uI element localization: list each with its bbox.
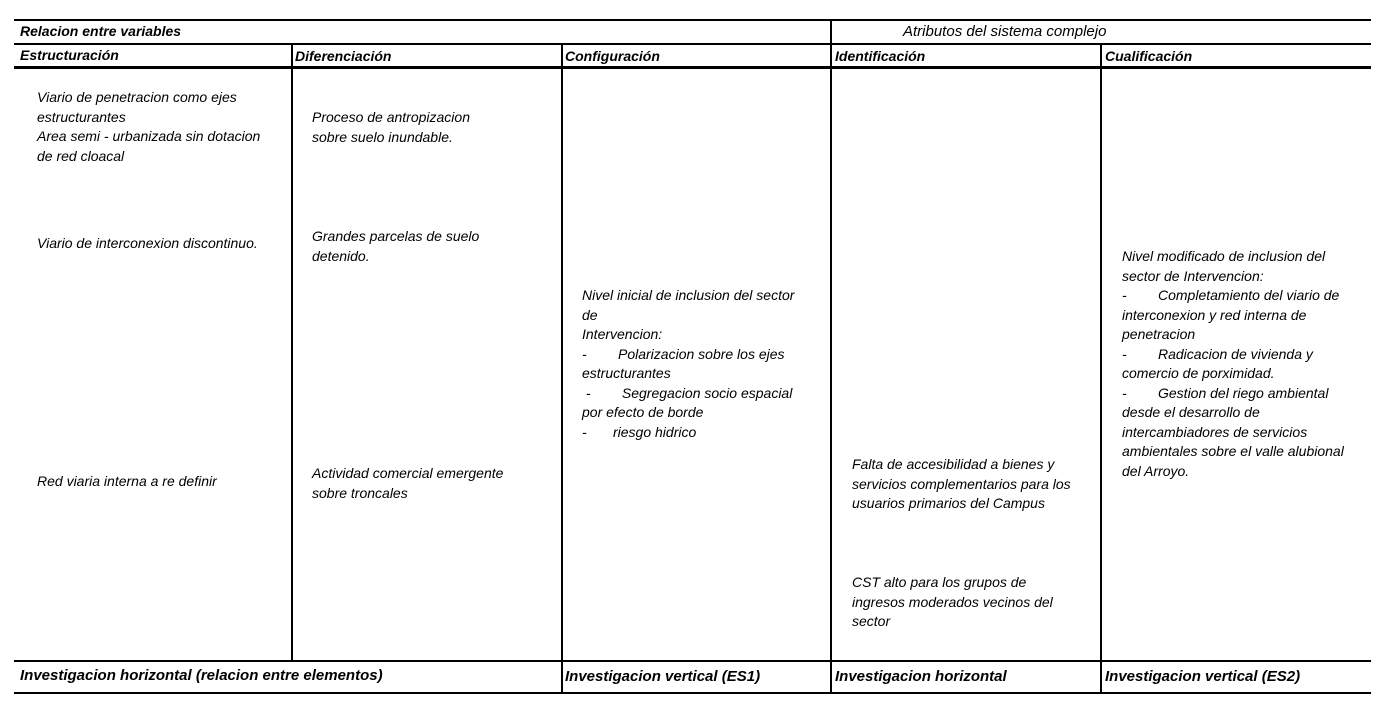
configuracion-text: Nivel inicial de inclusion del sector de Intervencion: - Polarizacion sobre los ejes estructurantes - Segregacion socio espacial por efecto de borde - riesgo hidrico xyxy=(582,287,795,440)
identificacion-item-1: Falta de accesibilidad a bienes y servicios complementarios para los usuarios primarios del Campus xyxy=(852,456,1071,511)
col-estructuracion: Estructuración xyxy=(20,47,119,63)
estructuracion-item-1: Viario de penetracion como ejes estructurantes Area semi - urbanizada sin dotacion de red cloacal xyxy=(37,89,261,164)
footer-vertical-es1: Investigacion vertical (ES1) xyxy=(565,668,761,685)
estructuracion-item-3: Red viaria interna a re definir xyxy=(37,473,217,489)
divider-diferenciacion xyxy=(561,43,563,694)
footer-horizontal: Investigacion horizontal xyxy=(835,668,1007,685)
col-diferenciacion: Diferenciación xyxy=(295,48,392,64)
identificacion-item-2: CST alto para los grupos de ingresos moderados vecinos del sector xyxy=(852,574,1053,629)
diferenciacion-item-1: Proceso de antropizacion sobre suelo inundable. xyxy=(312,109,470,145)
top-rule xyxy=(14,19,1371,21)
cualificacion-text: Nivel modificado de inclusion del sector de Intervencion: - Completamiento del viario de interconexion y red interna de penetracion - Radicacion de vivienda y comercio de porximidad. - Gestion del riego ambiental desde el desarrollo de intercambiadores de servicios ambientales sobre el valle alubional del Arroyo. xyxy=(1122,248,1344,479)
atributos-header: Atributos del sistema complejo xyxy=(903,23,1107,40)
bottom-rule xyxy=(14,692,1371,694)
footer-horizontal-relacion: Investigacion horizontal (relacion entre elementos) xyxy=(20,667,383,684)
divider-identificacion xyxy=(1100,43,1102,694)
col-identificacion: Identificación xyxy=(835,48,926,64)
divider-estructuracion xyxy=(291,43,293,660)
column-header-rule xyxy=(14,66,1371,69)
col-configuracion: Configuración xyxy=(565,48,660,64)
divider-relacion-atributos xyxy=(830,19,832,694)
relacion-header: Relacion entre variables xyxy=(20,23,182,39)
footer-top-rule xyxy=(14,660,1371,662)
estructuracion-item-2: Viario de interconexion discontinuo. xyxy=(37,235,258,251)
col-cualificacion: Cualificación xyxy=(1105,48,1193,64)
diferenciacion-item-2: Grandes parcelas de suelo detenido. xyxy=(312,228,480,264)
footer-vertical-es2: Investigacion vertical (ES2) xyxy=(1105,668,1301,685)
subheader-rule xyxy=(14,43,1371,45)
diferenciacion-item-3: Actividad comercial emergente sobre troncales xyxy=(312,465,504,501)
